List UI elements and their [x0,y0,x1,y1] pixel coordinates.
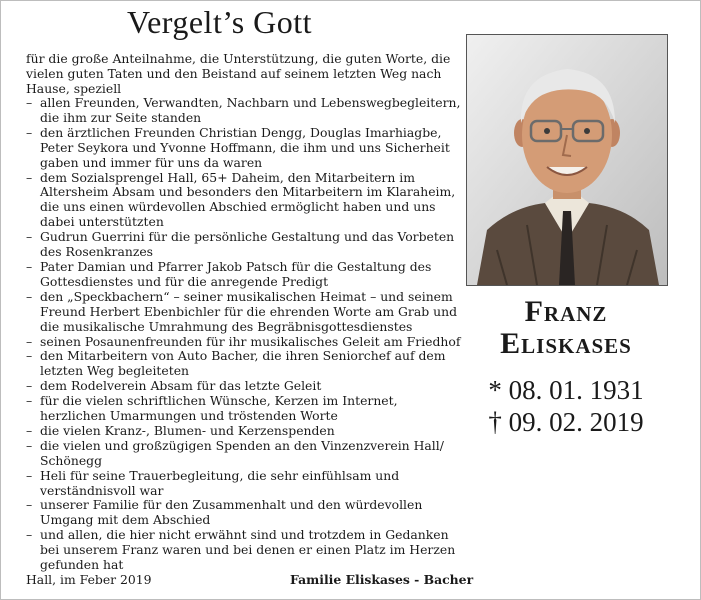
list-item: – unserer Familie für den Zusammenhalt und den würdevollen Umgang mit dem Abschied [26,498,466,528]
list-item: – Pater Damian und Pfarrer Jakob Patsch für die Gestaltung des Gottesdienstes und für die anregende Predigt [26,260,466,290]
list-item: – Heli für seine Trauerbegleitung, die sehr einfühlsam und verständnisvoll war [26,469,466,499]
intro-text: für die große Anteilnahme, die Unterstützung, die guten Worte, die vielen guten Taten und den Beistand auf seinem letzten Weg nach Hause, speziell [26,51,451,96]
death-date: † 09. 02. 2019 [488,407,644,437]
list-item: – dem Sozialsprengel Hall, 65+ Daheim, den Mitarbeitern im Altersheim Absam und besonders den Mitarbeitern im Klaraheim, die uns einen würdevollen Abschied ermöglicht haben und uns dabei unterstützten [26,171,466,231]
list-item: – die vielen und großzügigen Spenden an den Vinzenzverein Hall/ Schönegg [26,439,466,469]
place-date: Hall, im Feber 2019 [26,572,152,587]
list-item: – und allen, die hier nicht erwähnt sind und trotzdem in Gedanken bei unserem Franz waren und bei denen er einen Platz im Herzen gefunden hat [26,528,466,573]
list-item: – allen Freunden, Verwandten, Nachbarn und Lebenswegbegleitern, die ihm zur Seite standen [26,96,466,126]
list-item: – Gudrun Guerrini für die persönliche Gestaltung und das Vorbeten des Rosenkranzes [26,230,466,260]
thanks-list [26,96,466,573]
list-item: – dem Rodelverein Absam für das letzte Geleit [26,379,466,394]
list-item: – seinen Posaunenfreunden für ihr musikalisches Geleit am Friedhof [26,335,466,350]
list-item: – den Mitarbeitern von Auto Bacher, die ihren Seniorchef auf dem letzten Weg begleiteten [26,349,466,379]
notice-heading: Vergelt’s Gott [127,4,313,40]
portrait-illustration [467,35,667,285]
birth-date: * 08. 01. 1931 [488,375,644,405]
deceased-name [466,296,666,360]
last-name: Eliskases [500,327,632,360]
list-item: – den ärztlichen Freunden Christian Dengg, Douglas Imarhiagbe, Peter Seykora und Yvonne Hoffmann, die ihm und uns Sicherheit gaben und immer für uns da waren [26,126,466,171]
family-signature: Familie Eliskases - Bacher [290,572,474,587]
life-dates [466,374,666,438]
list-item: – den „Speckbachern“ – seiner musikalischen Heimat – und seinem Freund Herbert Ebenbichler für die ehrenden Worte am Grab und die musikalische Umrahmung des Begräbnisgottesdienstes [26,290,466,335]
list-item: – die vielen Kranz-, Blumen- und Kerzenspenden [26,424,466,439]
first-name: Franz [524,295,608,328]
portrait-photo [466,34,668,286]
list-item: – für die vielen schriftlichen Wünsche, Kerzen im Internet, herzlichen Umarmungen und tröstenden Worte [26,394,466,424]
